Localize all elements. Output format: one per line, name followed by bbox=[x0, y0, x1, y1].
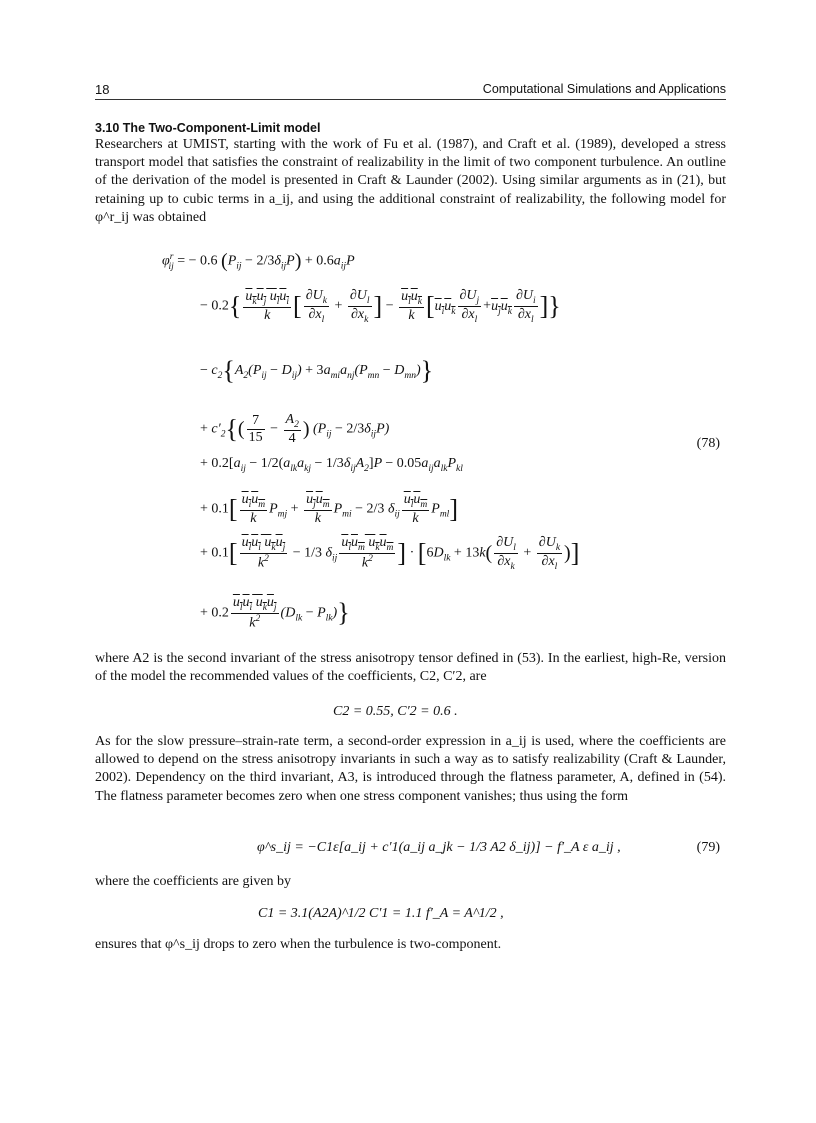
header-rule bbox=[95, 99, 726, 100]
eq78-line1: $\varphi^r_{ij}$ = − 0.6 $(P_{ij} - 2/3\delta_{ij}P) + 0.6a_{ij}P$ bbox=[162, 250, 355, 272]
paragraph-intro: Researchers at UMIST, starting with the work of Fu et al. (1987), and Craft et al. (1989), developed a stress transport model that satisfies the constraint of realizability in the limit of two component turbulence. An outline of the derivation of the model is presented in Craft & Launder (2002). Using similar arguments as in (21), but retaining up to cubic terms in a_ij, and using the additional constraint of realizability, the following model for φ^r_ij was obtained bbox=[95, 137, 726, 225]
eq78-line5: + $0.2[a_{ij} - 1/2(a_{lk}a_{kj} - 1/3\delta_{ij}A_2]P - 0.05a_{ij}a_{lk}P_{kl}$ bbox=[200, 456, 463, 474]
eq78-line3: − $c_2\{A_2(P_{ij} - D_{ij}) + 3a_{mi}a_{nj}(P_{mn} - D_{mn})\}$ bbox=[200, 356, 434, 385]
eq78-line6: + 0.1[ $\frac{u_iu_m}{k}$ $P_{mj}$ + $\frac{u_ju_m}{k}$ $P_{mi} - 2/3$ $\delta_{ij}$ $\frac{u_lu_m}{k}$ $P_{ml}$] bbox=[200, 492, 458, 526]
coefficients-c1: C1 = 3.1(A2A)^1/2 C′1 = 1.1 f′_A = A^1/2 , bbox=[258, 906, 504, 921]
section-title: 3.10 The Two-Component-Limit model bbox=[95, 121, 321, 135]
paragraph-conclusion: ensures that φ^s_ij drops to zero when the turbulence is two-component. bbox=[95, 937, 502, 952]
paragraph-slow-term: As for the slow pressure–strain-rate term, a second-order expression in a_ij is used, where the coefficients are allowed to depend on the stress anisotropy invariants in such a way as to satisfy realizability (Craft & Launder, 2002). Dependency on the third invariant, A3, is introduced through the flatness parameter, A, defined in (54). The flatness parameter becomes zero when one stress component vanishes; thus using the form bbox=[95, 734, 726, 804]
equation-79: φ^s_ij = −C1ε[a_ij + c′1(a_ij a_jk − 1/3 A2 δ_ij)] − f′_A ε a_ij , bbox=[257, 840, 621, 855]
page-number: 18 bbox=[95, 82, 110, 97]
paragraph-coefficients: where the coefficients are given by bbox=[95, 874, 292, 889]
coefficients-c2: C2 = 0.55, C′2 = 0.6 . bbox=[333, 704, 458, 719]
eq78-line8: + 0.2 $\frac{u_lu_i u_ku_j}{k^2}$ $(D_{lk} - P_{lk})$} bbox=[200, 595, 350, 631]
running-title: Computational Simulations and Applications bbox=[482, 82, 726, 96]
paragraph-a2: where A2 is the second invariant of the stress anisotropy tensor defined in (53). In the earliest, high-Re, version of the model the recommended values of the coefficients, C2, C′2, are bbox=[95, 651, 726, 685]
eq78-line2: − 0.2{ $\frac{u_ku_j u_lu_i}{k}$ [ $\frac{\partial U_k}{\partial x_l}$ + $\frac{\partial U_l}{\partial x_k}$ ] − $\frac{u_lu_k}{k}$ [$u_iu_k$ $\frac{\partial U_j}{\partial x_l}$ $+u_ju_k$ $\frac{\partial U_i}{\partial x_l}$ ]} bbox=[200, 288, 561, 325]
equation-79-number: (79) bbox=[696, 840, 720, 855]
eq78-line4: + $c'_2${( $\frac{7}{15}$ − $\frac{A_2}{4}$ ) $(P_{ij} - 2/3\delta_{ij}P)$ bbox=[200, 412, 390, 446]
equation-78-number: (78) bbox=[696, 436, 720, 451]
eq78-line7: + 0.1[ $\frac{u_lu_i u_ku_j}{k^2}$ − 1/3 $\delta_{ij}$ $\frac{u_lu_m u_ku_m}{k^2}$ ] · [$6D_{lk} + 13k$( $\frac{\partial U_l}{\partial x_k}$ + $\frac{\partial U_k}{\partial x_l}$ )] bbox=[200, 535, 580, 572]
